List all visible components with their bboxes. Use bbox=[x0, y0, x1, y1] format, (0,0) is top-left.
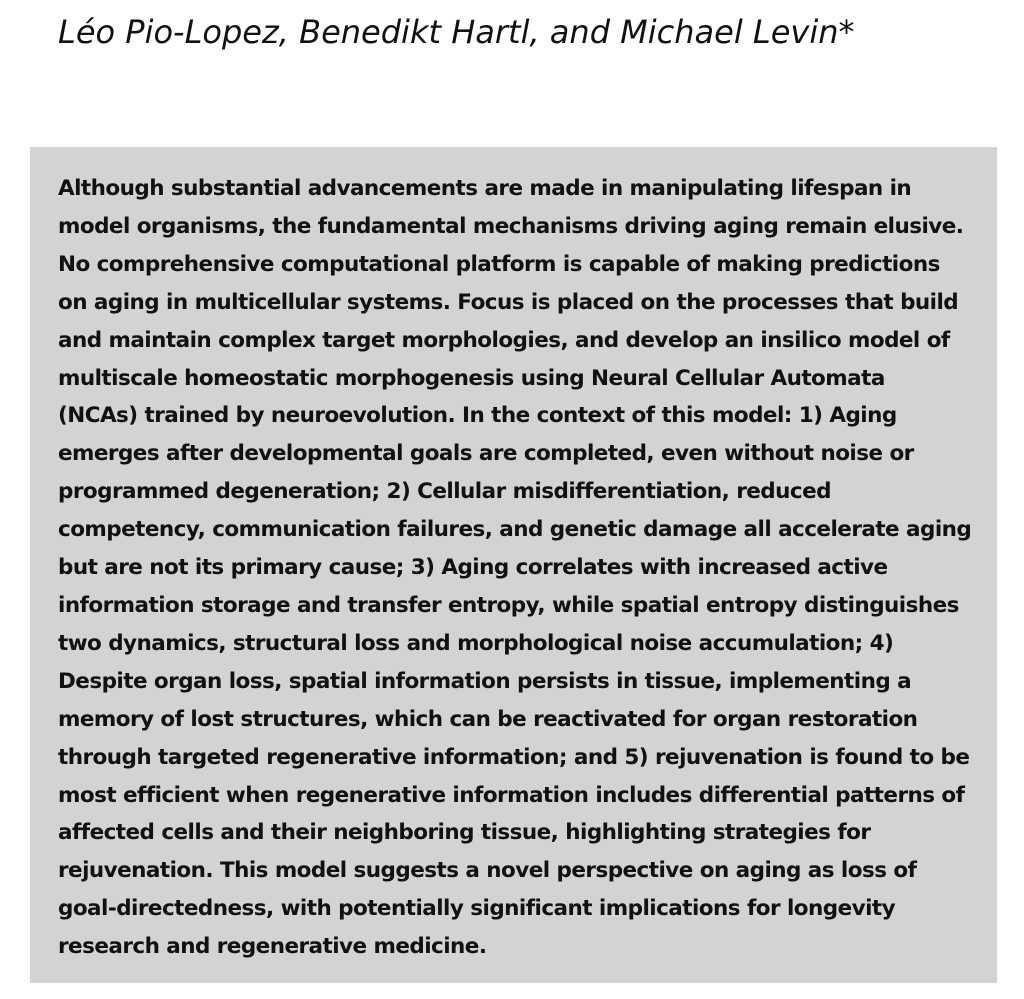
abstract-line: information storage and transfer entropy, while spatial entropy distinguishes bbox=[58, 592, 959, 618]
abstract-line: model organisms, the fundamental mechanisms driving aging remain elusive. bbox=[58, 213, 964, 239]
abstract-line: through targeted regenerative information; and 5) rejuvenation is found to be bbox=[58, 744, 970, 770]
abstract-line: rejuvenation. This model suggests a novel perspective on aging as loss of bbox=[58, 858, 917, 884]
abstract-line: goal-directedness, with potentially significant implications for longevity bbox=[58, 896, 896, 922]
abstract-line: two dynamics, structural loss and morphological noise accumulation; 4) bbox=[58, 630, 894, 656]
abstract-line: affected cells and their neighboring tissue, highlighting strategies for bbox=[58, 820, 871, 846]
abstract-line: (NCAs) trained by neuroevolution. In the context of this model: 1) Aging bbox=[58, 403, 897, 429]
abstract-line: memory of lost structures, which can be reactivated for organ restoration bbox=[58, 706, 918, 732]
abstract-line: research and regenerative medicine. bbox=[58, 934, 487, 960]
abstract-line: multiscale homeostatic morphogenesis using Neural Cellular Automata bbox=[58, 365, 885, 391]
abstract-line: Despite organ loss, spatial information persists in tissue, implementing a bbox=[58, 668, 912, 694]
abstract-line: No comprehensive computational platform is capable of making predictions bbox=[58, 251, 940, 277]
abstract-line: Although substantial advancements are made in manipulating lifespan in bbox=[58, 176, 912, 201]
abstract-line: but are not its primary cause; 3) Aging correlates with increased active bbox=[58, 555, 888, 581]
author-list: Léo Pio-Lopez, Benedikt Hartl, and Michael Levin* bbox=[58, 13, 855, 51]
abstract-line: most efficient when regenerative information includes differential patterns of bbox=[58, 782, 965, 808]
abstract-line: and maintain complex target morphologies, and develop an insilico model of bbox=[58, 327, 950, 353]
abstract-line: emerges after developmental goals are completed, even without noise or bbox=[58, 441, 914, 467]
abstract-line: programmed degeneration; 2) Cellular misdifferentiation, reduced bbox=[58, 479, 831, 505]
abstract-line: competency, communication failures, and genetic damage all accelerate aging bbox=[58, 517, 972, 543]
abstract-line: on aging in multicellular systems. Focus is placed on the processes that build bbox=[58, 289, 959, 315]
abstract-box bbox=[30, 147, 997, 983]
